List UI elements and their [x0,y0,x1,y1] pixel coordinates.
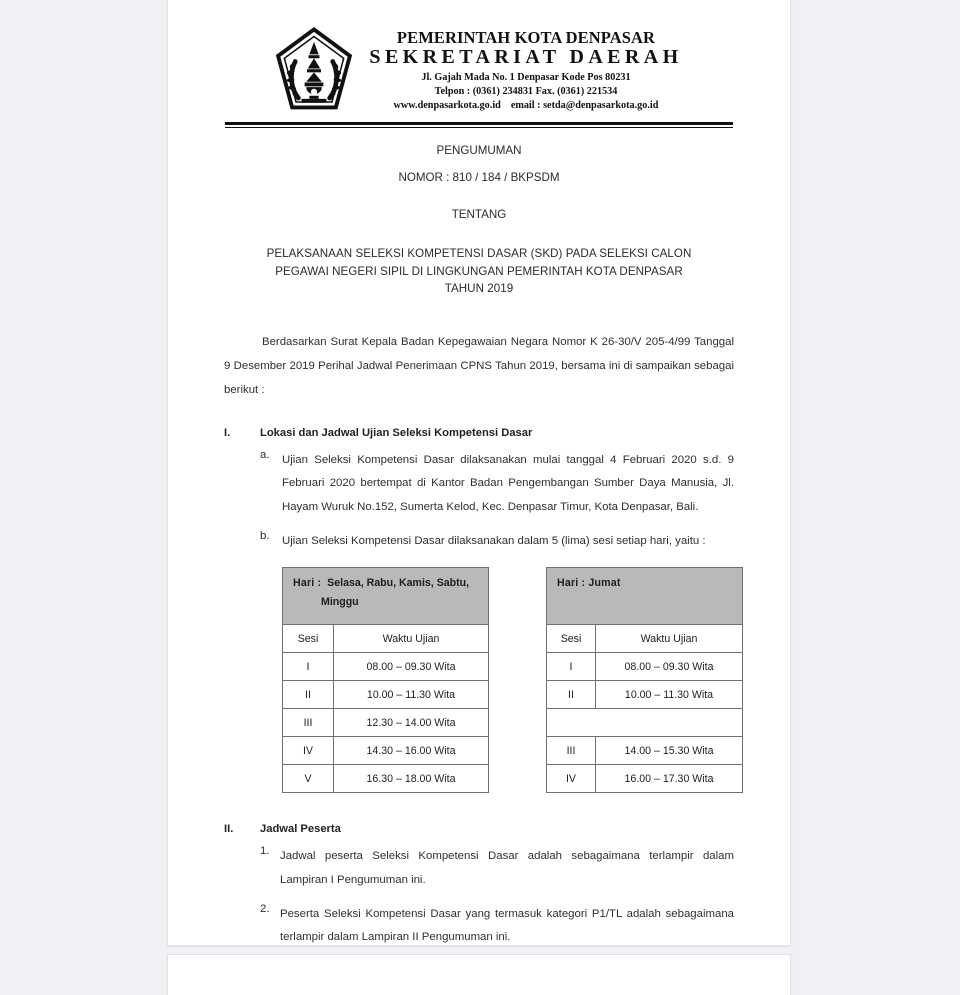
weekday-schedule-table [282,567,489,793]
section-2-items [224,845,734,950]
table-row [283,681,489,709]
friday-row-5-sesi: IV [547,765,596,793]
weekday-row-5-sesi: V [283,765,334,793]
doc-subject [224,245,734,298]
weekday-row-1-sesi: I [283,653,334,681]
section-1-title: Lokasi dan Jadwal Ujian Seleksi Kompetensi Dasar [260,426,533,439]
section-1-item-a-marker: a. [260,448,270,461]
friday-hari-label: Hari : Jumat [557,577,621,590]
weekday-col-waktu: Waktu Ujian [334,625,489,653]
section-1-number: I. [224,426,231,439]
schedule-tables [282,567,734,793]
weekday-col-sesi: Sesi [283,625,334,653]
section-2-item-2 [260,903,734,950]
letterhead-contact [369,99,682,113]
doc-type-heading: PENGUMUMAN [436,144,522,158]
weekday-hari-label: Hari : [293,577,322,590]
doc-number: NOMOR : 810 / 184 / BKPSDM [398,170,560,184]
section-1-items [224,449,734,554]
letterhead-line1: PEMERINTAH KOTA DENPASAR [396,28,656,47]
section-1-item-b [260,530,734,553]
friday-col-sesi: Sesi [547,625,596,653]
doc-subject-line-2: PEGAWAI NEGERI SIPIL DI LINGKUNGAN PEMERINTAH KOTA DENPASAR [275,264,683,278]
weekday-row-1-waktu: 08.00 – 09.30 Wita [334,653,489,681]
friday-row-2-sesi: II [547,681,596,709]
friday-row-3-empty [547,709,743,737]
friday-row-5-waktu: 16.00 – 17.30 Wita [596,765,743,793]
weekday-row-4-waktu: 14.30 – 16.00 Wita [334,737,489,765]
weekday-hari-value-2: Minggu [321,595,359,608]
table-row [283,737,489,765]
weekday-row-2-waktu: 10.00 – 11.30 Wita [334,681,489,709]
section-1-heading [224,427,734,439]
section-2-item-1-text: Jadwal peserta Seleksi Kompetensi Dasar adalah sebagaimana terlampir dalam Lampiran I Pengumuman ini. [280,850,734,886]
weekday-row-2-sesi: II [283,681,334,709]
friday-row-4-sesi: III [547,737,596,765]
weekday-hari-header [283,568,489,625]
friday-row-2-waktu: 10.00 – 11.30 Wita [596,681,743,709]
letterhead-line2: SEKRETARIAT DAERAH [369,46,683,69]
table-row [283,765,489,793]
section-1-item-a [260,449,734,519]
friday-schedule-table [546,567,743,793]
section-1-item-b-text: Ujian Seleksi Kompetensi Dasar dilaksanakan dalam 5 (lima) sesi setiap hari, yaitu : [282,534,706,547]
friday-hari-header [547,568,743,625]
table-row [547,765,743,793]
section-2-item-2-marker: 2. [260,903,270,916]
document-body [224,331,734,950]
friday-row-1-sesi: I [547,653,596,681]
weekday-row-3-waktu: 12.30 – 14.00 Wita [334,709,489,737]
section-2-number: II. [224,823,234,836]
title-block [224,145,734,298]
table-row [547,681,743,709]
table-row [283,709,489,737]
letterhead-divider [224,122,734,128]
doc-subject-line-3: TAHUN 2019 [444,282,514,296]
weekday-row-4-sesi: IV [283,737,334,765]
letterhead-phone: Telpon : (0361) 234831 Fax. (0361) 221534 [434,85,618,97]
section-2-title: Jadwal Peserta [260,823,341,836]
section-2-heading [224,823,734,835]
weekday-hari-value-1: Selasa, Rabu, Kamis, Sabtu, [327,577,470,590]
section-2 [224,823,734,950]
weekday-row-3-sesi: III [283,709,334,737]
table-column-header-row [283,625,489,653]
document-page-2 [168,955,790,995]
friday-row-4-waktu: 14.00 – 15.30 Wita [596,737,743,765]
section-1-item-a-text: Ujian Seleksi Kompetensi Dasar dilaksanakan mulai tanggal 4 Februari 2020 s.d. 9 Februari 2020 bertempat di Kantor Badan Pengembangan Sumber Daya Manusia, Jl. Hayam Wuruk No.152, Sumerta Kelod, Kec. Denpasar Timur, Kota Denpasar, Bali. [282,453,734,513]
doc-about-label: TENTANG [451,207,507,221]
table-row-empty [547,709,743,737]
letterhead [224,16,734,118]
letterhead-address: Jl. Gajah Mada No. 1 Denpasar Kode Pos 80231 [421,72,631,84]
doc-subject-line-1: PELAKSANAAN SELEKSI KOMPETENSI DASAR (SKD) PADA SELEKSI CALON [266,247,692,261]
document-page-1 [168,0,790,945]
preamble-paragraph: Berdasarkan Surat Kepala Badan Kepegawaian Negara Nomor K 26-30/V 205-4/99 Tanggal 9 Desember 2019 Perihal Jadwal Penerimaan CPNS Tahun 2019, bersama ini di sampaikan sebagai berikut : [224,336,734,396]
table-header-row [283,568,489,625]
table-row [547,653,743,681]
section-2-item-1-marker: 1. [260,845,270,858]
section-2-item-2-text: Peserta Seleksi Kompetensi Dasar yang termasuk kategori P1/TL adalah sebagaimana terlampir dalam Lampiran II Pengumuman ini. [280,908,734,944]
letterhead-website: www.denpasarkota.go.id [393,99,501,111]
section-2-item-1 [260,845,734,892]
friday-col-waktu: Waktu Ujian [596,625,743,653]
weekday-row-5-waktu: 16.30 – 18.00 Wita [334,765,489,793]
denpasar-city-crest-icon [275,26,353,114]
section-1-item-b-marker: b. [260,529,270,542]
section-1 [224,427,734,554]
letterhead-email: email : setda@denpasarkota.go.id [510,99,659,111]
table-row [547,737,743,765]
friday-row-1-waktu: 08.00 – 09.30 Wita [596,653,743,681]
table-header-row [547,568,743,625]
table-row [283,653,489,681]
table-column-header-row [547,625,743,653]
